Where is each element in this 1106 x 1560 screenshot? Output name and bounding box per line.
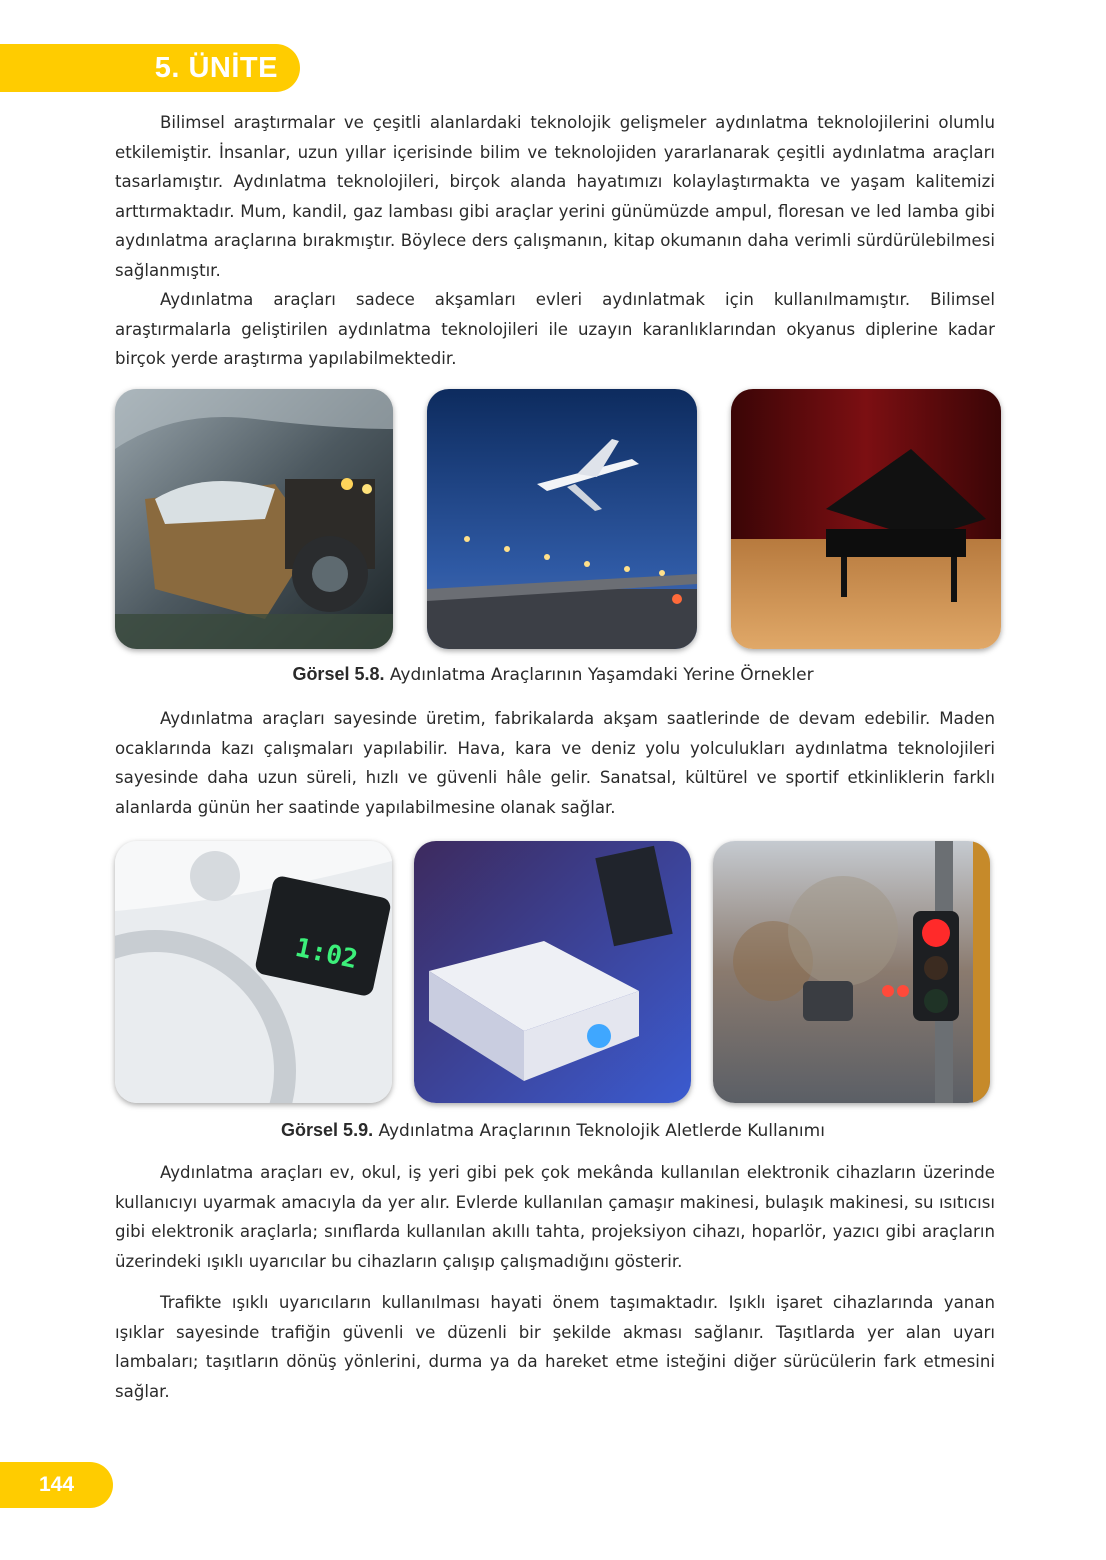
- figure-5-9-photos: [115, 841, 990, 1103]
- figure-5-8-text: Aydınlatma Araçlarının Yaşamdaki Yerine Örnekler: [389, 665, 814, 685]
- paragraph-1: Bilimsel araştırmalar ve çeşitli alanlardaki teknolojik gelişmeler aydınlatma teknolojilerini olumlu etkilemiştir. İnsanlar, uzun yıllar içerisinde bilim ve teknolojiden yararlanarak çeşitli aydınlatma araçları tasarlamıştır. Aydınlatma teknolojileri, birçok alanda hayatımızı kolaylaştırmakta ve yaşam kalitemizi arttırmaktadır. Mum, kandil, gaz lambası gibi araçlar yerini günümüzde ampul, floresan ve led lamba gibi aydınlatma araçlarına bırakmıştır. Böylece ders çalışmanın, kitap okumanın daha verimli sürdürülebilmesi sağlanmıştır.: [115, 113, 995, 280]
- page-number-tab: [0, 1462, 113, 1508]
- airplane-bridge-photo: [427, 389, 697, 649]
- paragraph-5: Trafikte ışıklı uyarıcıların kullanılması hayati önem taşımaktadır. Işıklı işaret cihazlarında yanan ışıklar sayesinde trafiğin güvenli ve düzenli bir şekilde akması sağlanır. Taşıtlarda yer alan uyarı lambaları; taşıtların dönüş yönlerini, durma ya da hareket etme isteğini diğer sürücülerin fark etmesini sağlar.: [115, 1293, 995, 1401]
- figure-5-9-number: Görsel 5.9.: [281, 1120, 374, 1140]
- digital-display-text: 1:02: [292, 932, 361, 976]
- mining-loader-photo: [115, 389, 393, 649]
- figure-5-9-text: Aydınlatma Araçlarının Teknolojik Aletlerde Kullanımı: [378, 1121, 825, 1141]
- traffic-light-photo: [713, 841, 990, 1103]
- paragraph-4: Aydınlatma araçları ev, okul, iş yeri gibi pek çok mekânda kullanılan elektronik cihazların üzerinde kullanıcıyı uyarmak amacıyla da yer alır. Evlerde kullanılan çamaşır makinesi, bulaşık makinesi, su ısıtıcısı gibi elektronik araçlarla; sınıflarda kullanılan akıllı tahta, projeksiyon cihazı, hoparlör, yazıcı gibi araçların üzerindeki ışıklı uyarıcılar bu cihazların çalışıp çalışmadığını gösterir.: [115, 1163, 995, 1271]
- figure-5-8-caption: [0, 664, 1106, 685]
- unit-tab: [0, 44, 300, 92]
- page-number: 144: [38, 1473, 75, 1496]
- piano-stage-photo: [731, 389, 1001, 649]
- unit-label: 5. ÜNİTE: [154, 51, 278, 84]
- paragraph-2: Aydınlatma araçları sadece akşamları evleri aydınlatmak için kullanılmamıştır. Bilimsel araştırmalarla geliştirilen aydınlatma teknolojileri ile uzayın karanlıklarından okyanus diplerine kadar birçok yerde araştırma yapılabilmektedir.: [115, 290, 995, 368]
- washing-machine-photo: [115, 841, 392, 1103]
- projector-photo: [414, 841, 691, 1103]
- figure-5-9-caption: [0, 1120, 1106, 1141]
- figure-5-8-photos: [115, 389, 1001, 649]
- paragraph-3: Aydınlatma araçları sayesinde üretim, fabrikalarda akşam saatlerinde de devam edebilir. Maden ocaklarında kazı çalışmaları yapılabilir. Hava, kara ve deniz yolu yolculukları aydınlatma teknolojileri sayesinde daha uzun süreli, hızlı ve güvenli hâle gelir. Sanatsal, kültürel ve sportif etkinliklerin farklı alanlarda günün her saatinde yapılabilmesine olanak sağlar.: [115, 709, 995, 817]
- figure-5-8-number: Görsel 5.8.: [292, 664, 385, 684]
